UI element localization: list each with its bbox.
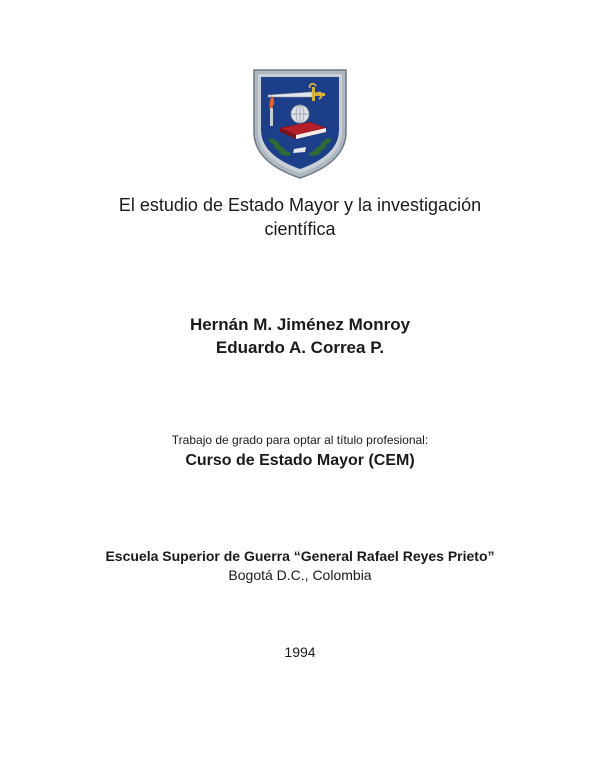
crest-icon [250, 68, 350, 180]
author-1: Hernán M. Jiménez Monroy [189, 315, 411, 334]
institution: Escuela Superior de Guerra “General Rafael Reyes Prieto” [105, 548, 495, 564]
document-title [0, 193, 600, 241]
location: Bogotá D.C., Colombia [228, 567, 372, 583]
degree-course: Curso de Estado Mayor (CEM) [185, 452, 415, 469]
degree-intro: Trabajo de grado para optar al título profesional: [171, 433, 429, 447]
globe-icon [291, 105, 309, 123]
year: 1994 [284, 644, 316, 660]
authors [0, 313, 600, 359]
title-line-2: científica [264, 219, 336, 239]
author-2: Eduardo A. Correa P. [215, 338, 385, 357]
title-line-1: El estudio de Estado Mayor y la investigación [118, 195, 482, 215]
